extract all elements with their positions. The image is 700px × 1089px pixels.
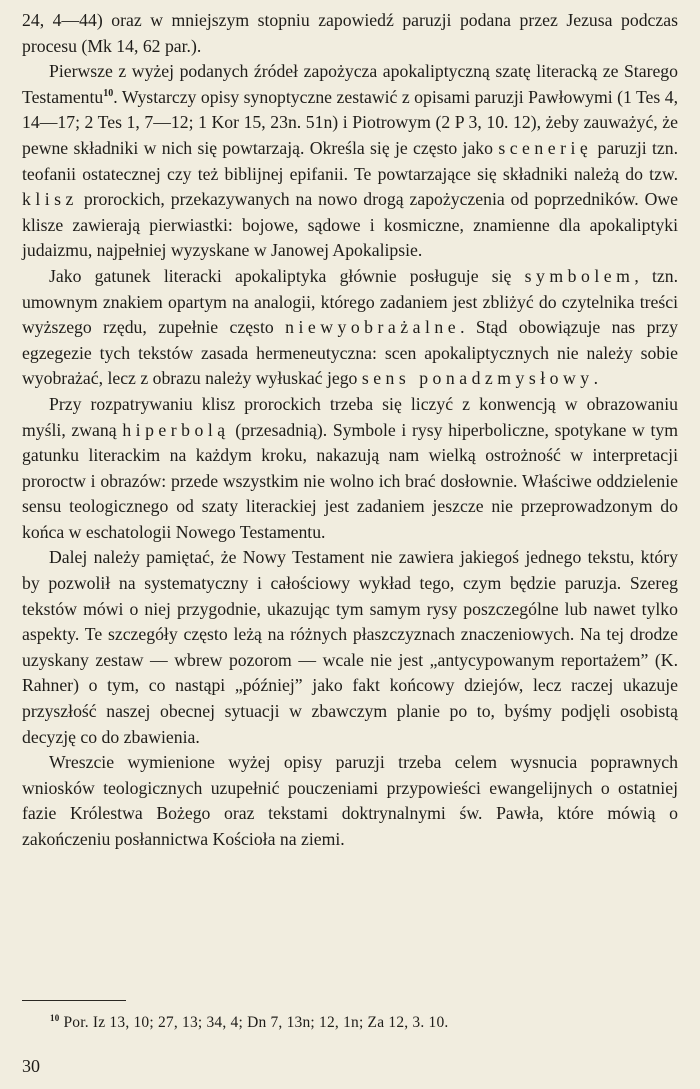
paragraph-4 (22, 392, 678, 546)
paragraph-1-text: 24, 4—44) oraz w mniejszym stopniu zapowiedź paruzji podana przez Jezusa podczas procesu (Mk 14, 62 par.). (22, 10, 678, 56)
paragraph-4-text: Przy rozpatrywaniu klisz prorockich trzeba się liczyć z konwencją w obrazowaniu myśli, zwaną (22, 393, 678, 440)
emphasized-term: symbolem (524, 265, 635, 286)
emphasized-term: hiperbolą (122, 419, 230, 440)
paragraph-3-text: Jako gatunek literacki apokaliptyka głównie posługuje się (49, 265, 525, 286)
paragraph-2-text: Pierwsze z wyżej podanych źródeł zapożycza apokaliptyczną szatę literacką ze Starego Testamentu (22, 61, 678, 107)
page-number: 30 (22, 1056, 40, 1076)
footnote (50, 1014, 449, 1032)
paragraph-5-text: Dalej należy pamiętać, że Nowy Testament nie zawiera jakiegoś jednego tekstu, który by pozwolił na systematyczny i całościowy wykład tego, czym będzie paruzja. Szereg tekstów mówi o niej przygodnie, ukazując tym samym rysy poszczególne lub nawet tylko aspekty. Te szczegóły często leżą na różnych płaszczyznach znaczeniowych. Na tej drodze uzyskany zestaw — wbrew pozorom — wcale nie jest „antycypowanym reportażem” (K. Rahner) o tym, co nastąpi „później” jako fakt końcowy dziejów, lecz raczej ukazuje przyszłość naszej obecnej sytuacji w zbawczym planie po to, byśmy podjęli osobistą decyzję co do zbawienia. (22, 547, 678, 747)
footnote-reference[interactable]: 10 (103, 87, 114, 99)
paragraph-3-text: . Stąd obowiązuje nas przy egzegezie tych tekstów zasada hermeneutyczna: scen apokaliptycznych nie należy sobie wyobrażać, lecz z obrazu należy wyłuskać jego (22, 317, 679, 389)
paragraph-6 (22, 750, 678, 852)
paragraph-2-text: . Wystarczy opisy synoptyczne zestawić z opisami paruzji Pawłowymi (1 Tes 4, 14—17; 2 Tes 1, 7—12; 1 Kor 15, 23n. 51n) i Piotrowym (2 P 3, 10. 12), żeby zauważyć, że pewne składniki w nich się powtarzają. Określa się je często jako (22, 86, 678, 158)
footnote-text: Por. Iz 13, 10; 27, 13; 34, 4; Dn 7, 13n; 12, 1n; Za 12, 3. 10. (59, 1014, 449, 1031)
paragraph-2 (22, 59, 678, 264)
footnote-divider (22, 1000, 126, 1001)
paragraph-2-text: paruzji tzn. teofanii ostatecznej czy też biblijnej epifanii. Te powtarzające się składniki należą do tzw. (22, 137, 678, 184)
paragraph-5 (22, 545, 678, 750)
paragraph-6-text: Wreszcie wymienione wyżej opisy paruzji trzeba celem wysnucia poprawnych wniosków teologicznych uzupełnić pouczeniami przypowieści ewangelijnych o ostatniej fazie Królestwa Bożego oraz tekstami doktrynalnymi św. Pawła, które mówią o zakończeniu posłannictwa Kościoła na ziemi. (22, 752, 678, 849)
paragraph-3 (22, 264, 678, 392)
paragraph-1 (22, 8, 678, 59)
paragraph-4-text: (przesadnią). Symbole i rysy hiperboliczne, spotykane w tym gatunku literackim na każdym kroku, nakazują nam wielką ostrożność w interpretacji proroctw i obrazów: przede wszystkim nie wolno ich brać dosłownie. Właściwe oddzielenie sensu teologicznego od szaty literackiej jest zadaniem jeszcze nie przeprowadzonym do końca w eschatologii Nowego Testamentu. (22, 419, 678, 542)
paragraph-2-text: prorockich, przekazywanych na nowo drogą zapożyczenia od poprzedników. Owe klisze zawierają pierwiastki: bojowe, sądowe i kosmiczne, znamienne dla apokaliptyki judaizmu, najpełniej wyzyskane w Janowej Apokalipsie. (22, 189, 678, 261)
emphasized-term: niewyobrażalne (285, 317, 461, 338)
paragraph-3-text: . (593, 368, 599, 389)
emphasized-term: scenerię (498, 137, 593, 158)
main-text (22, 8, 678, 853)
footnote-marker: 10 (50, 1012, 60, 1023)
paragraph-3-text: , tzn. umownym znakiem opartym na analogii, którego zadaniem jest zbliżyć do czytelnika treści wyższego rzędu, zupełnie często (22, 265, 679, 338)
emphasized-term: klisz (22, 189, 78, 210)
emphasized-term: sens ponadzmysłowy (361, 368, 594, 389)
